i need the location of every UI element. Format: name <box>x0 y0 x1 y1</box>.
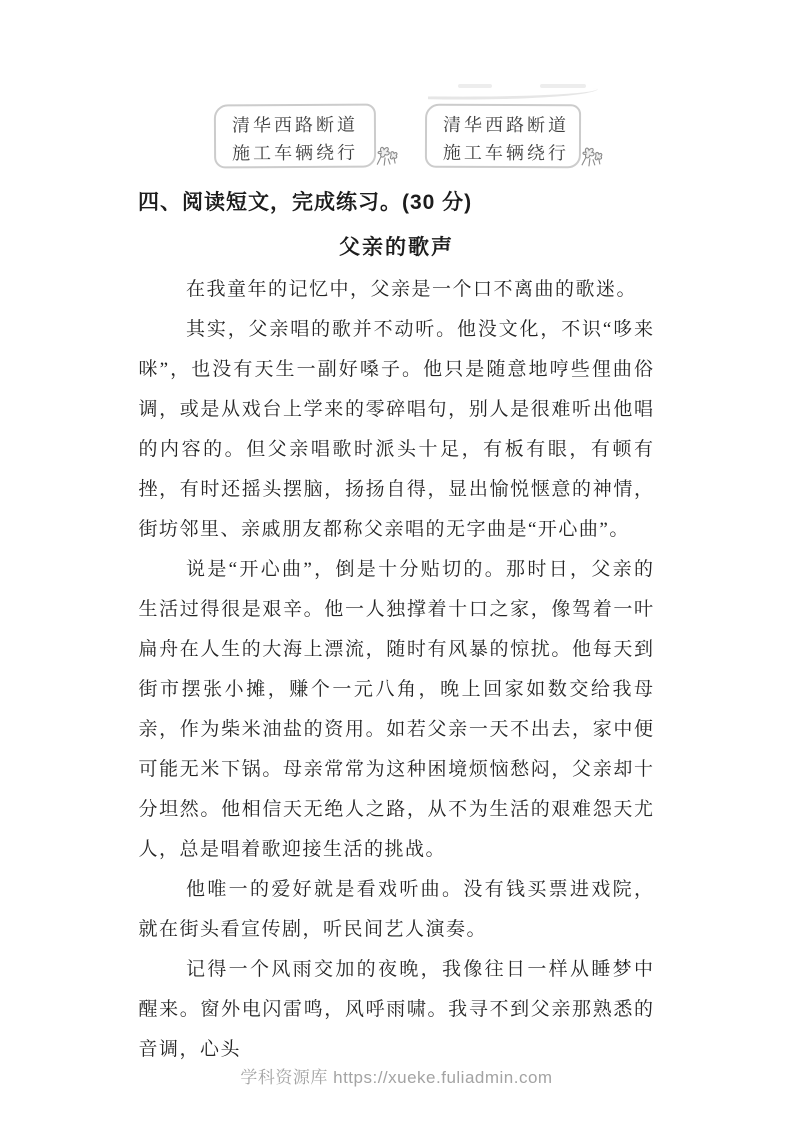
sign-line-2: 施工车辆绕行 <box>232 142 359 164</box>
flower-icon <box>372 142 400 174</box>
article-paragraph: 在我童年的记忆中，父亲是一个口不离曲的歌迷。 <box>186 279 638 300</box>
section-heading: 四、阅读短文，完成练习。(30 分) <box>138 191 473 214</box>
page-crop-artifact <box>428 87 598 100</box>
article-paragraph: 记得一个风雨交加的夜晚，我像往日一样从睡梦中醒来。窗外电闪雷鸣，风呼雨啸。我寻不到父亲那熟悉的音调，心头 <box>138 959 655 1060</box>
road-sign-box-left <box>214 104 376 169</box>
footer-watermark: 学科资源库 https://xueke.fuliadmin.com <box>240 1068 553 1087</box>
sign-line-2: 施工车辆绕行 <box>442 142 569 164</box>
road-sign-box-right <box>425 104 581 169</box>
article-paragraph: 他唯一的爱好就是看戏听曲。没有钱买票进戏院，就在街头看宣传剧，听民间艺人演奏。 <box>138 879 655 940</box>
sign-line-1: 清华西路断道 <box>231 114 358 136</box>
page-content <box>0 188 793 1070</box>
article-body <box>139 270 655 1070</box>
sign-line-1: 清华西路断道 <box>443 114 570 136</box>
article-paragraph: 其实，父亲唱的歌并不动听。他没文化，不识“哆来咪”，也没有天生一副好嗓子。他只是随意地哼些俚曲俗调，或是从戏台上学来的零碎唱句，别人是很难听出他唱的内容的。但父亲唱歌时派头十足，有板有眼，有顿有挫，有时还摇头摆脑，扬扬自得，显出愉悦惬意的神情，街坊邻里、亲戚朋友都称父亲唱的无字曲是“开心曲”。 <box>138 319 655 540</box>
article-paragraph: 说是“开心曲”，倒是十分贴切的。那时日，父亲的生活过得很是艰辛。他一人独撑着十口之家，像驾着一叶扁舟在人生的大海上漂流，随时有风暴的惊扰。他每天到街市摆张小摊，赚个一元八角，晚上回家如数交给我母亲，作为柴米油盐的资用。如若父亲一天不出去，家中便可能无米下锅。母亲常常为这种困境烦恼愁闷，父亲却十分坦然。他相信天无绝人之路，从不为生活的艰难怨天尤人，总是唱着歌迎接生活的挑战。 <box>138 559 655 860</box>
article-title: 父亲的歌声 <box>339 236 454 259</box>
flower-icon <box>577 143 605 175</box>
